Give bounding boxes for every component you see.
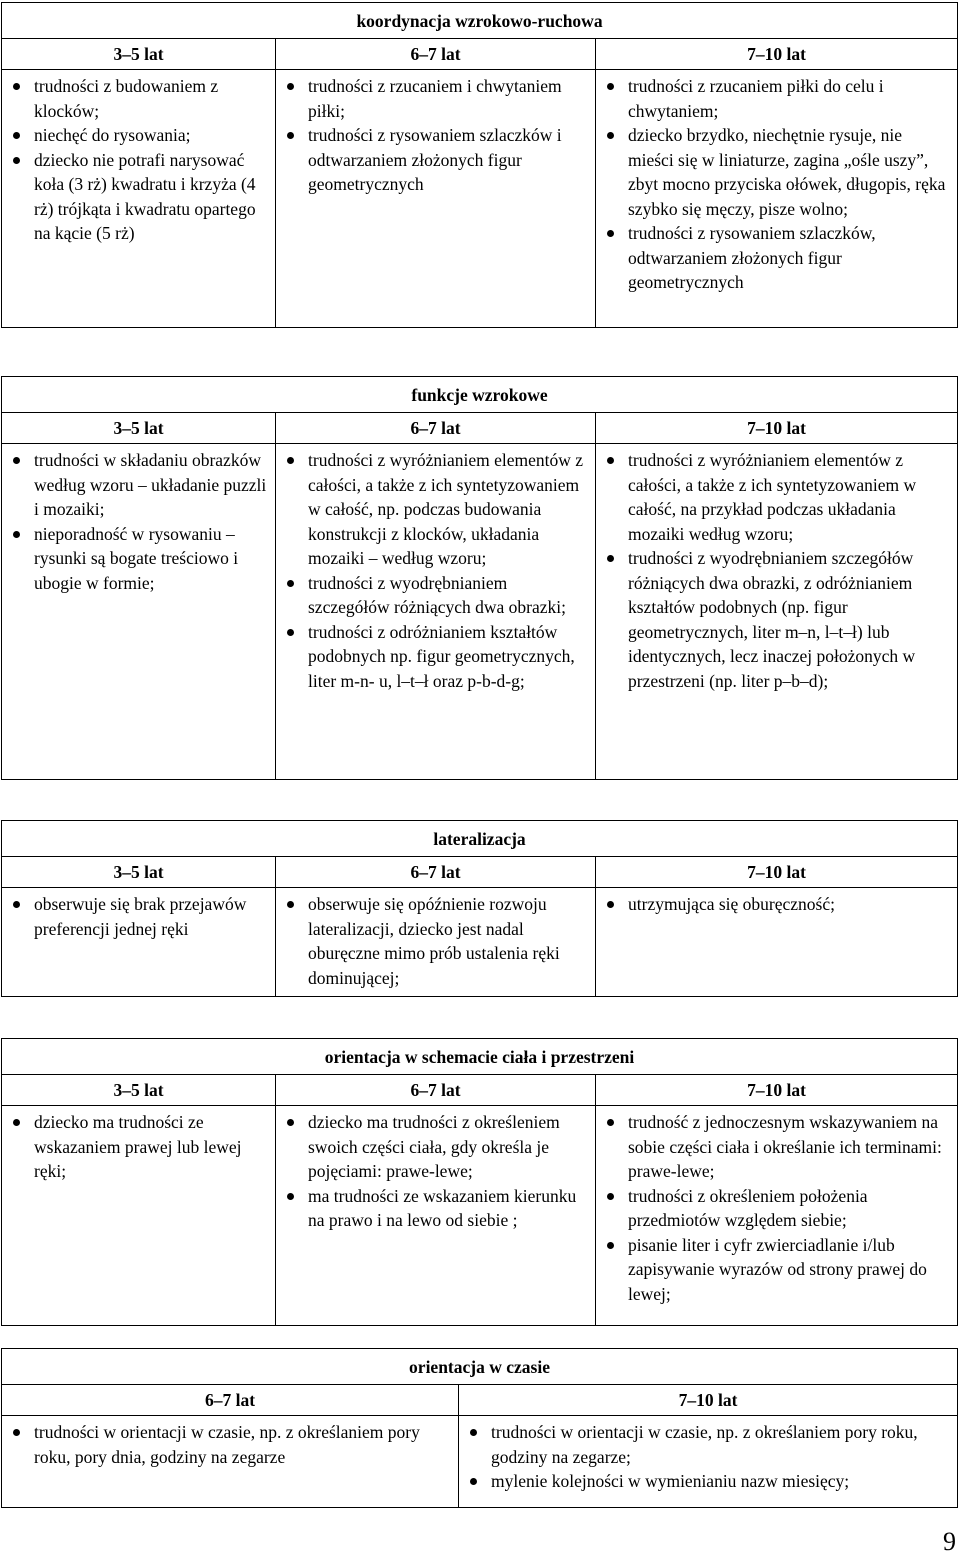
list-item: obserwuje się opóźnienie rozwoju lateralizacji, dziecko jest nadal oburęczne mimo prób ustalenia ręki dominującej; bbox=[280, 892, 589, 990]
age-header: 7–10 lat bbox=[596, 1075, 958, 1106]
list-item: trudności w składaniu obrazków według wzoru – układanie puzzli i mozaiki; bbox=[6, 448, 269, 522]
list-item: dziecko brzydko, niechętnie rysuje, nie mieści się w liniaturze, zagina „ośle uszy”, zbyt mocno przyciska ołówek, długopis, ręka szybko się męczy, pisze wolno; bbox=[600, 123, 951, 221]
age-header: 3–5 lat bbox=[2, 857, 276, 888]
age-column-cell bbox=[2, 1106, 276, 1326]
list-item: trudności w orientacji w czasie, np. z określaniem pory roku, pory dnia, godziny na zegarze bbox=[6, 1420, 452, 1469]
section-title: funkcje wzrokowe bbox=[2, 377, 958, 413]
list-item: obserwuje się brak przejawów preferencji jednej ręki bbox=[6, 892, 269, 941]
list-item: dziecko ma trudności z określeniem swoich części ciała, gdy określa je pojęciami: prawe-lewe; bbox=[280, 1110, 589, 1184]
list-item: nieporadność w rysowaniu – rysunki są bogate treściowo i ubogie w formie; bbox=[6, 522, 269, 596]
list-item: utrzymująca się oburęczność; bbox=[600, 892, 951, 917]
age-header: 6–7 lat bbox=[276, 413, 596, 444]
age-header: 3–5 lat bbox=[2, 1075, 276, 1106]
list-item: trudności z wyodrębnianiem szczegółów różniących dwa obrazki; bbox=[280, 571, 589, 620]
age-header: 3–5 lat bbox=[2, 39, 276, 70]
age-header: 6–7 lat bbox=[276, 1075, 596, 1106]
age-column-cell bbox=[2, 1416, 459, 1508]
age-header: 6–7 lat bbox=[276, 39, 596, 70]
age-header: 7–10 lat bbox=[596, 857, 958, 888]
list-item: dziecko nie potrafi narysować koła (3 rż) kwadratu i krzyża (4 rż) trójkąta i kwadratu opartego na kącie (5 rż) bbox=[6, 148, 269, 246]
list-item: trudności z wyróżnianiem elementów z całości, a także z ich syntetyzowaniem w całość, np. podczas budowania konstrukcji z klocków, układania mozaiki – według wzoru; bbox=[280, 448, 589, 571]
list-item: dziecko ma trudności ze wskazaniem prawej lub lewej ręki; bbox=[6, 1110, 269, 1184]
list-item: pisanie liter i cyfr zwierciadlanie i/lub zapisywanie wyrazów od strony prawej do lewej; bbox=[600, 1233, 951, 1307]
age-header: 6–7 lat bbox=[276, 857, 596, 888]
section-title: orientacja w czasie bbox=[2, 1349, 958, 1385]
list-item: niechęć do rysowania; bbox=[6, 123, 269, 148]
section-title: koordynacja wzrokowo-ruchowa bbox=[2, 3, 958, 39]
age-header: 3–5 lat bbox=[2, 413, 276, 444]
age-column-cell bbox=[596, 1106, 958, 1326]
section-koordynacja bbox=[1, 2, 958, 328]
page-number: 9 bbox=[943, 1527, 956, 1556]
list-item: trudności z odróżnianiem kształtów podobnych np. figur geometrycznych, liter m-n- u, l–t–ł oraz p-b-d-g; bbox=[280, 620, 589, 694]
age-column-cell bbox=[276, 888, 596, 997]
section-lateralizacja bbox=[1, 820, 958, 997]
section-title: orientacja w schemacie ciała i przestrzeni bbox=[2, 1039, 958, 1075]
age-header: 7–10 lat bbox=[596, 413, 958, 444]
age-column-cell bbox=[2, 70, 276, 328]
age-column-cell bbox=[596, 70, 958, 328]
section-funkcje-wzrokowe bbox=[1, 376, 958, 780]
list-item: trudności z określeniem położenia przedmiotów względem siebie; bbox=[600, 1184, 951, 1233]
age-header: 7–10 lat bbox=[596, 39, 958, 70]
age-column-cell bbox=[2, 888, 276, 997]
list-item: ma trudności ze wskazaniem kierunku na prawo i na lewo od siebie ; bbox=[280, 1184, 589, 1233]
list-item: trudności z wyróżnianiem elementów z całości, a także z ich syntetyzowaniem w całość, na przykład podczas układania mozaiki według wzoru; bbox=[600, 448, 951, 546]
age-column-cell bbox=[459, 1416, 958, 1508]
list-item: trudności z wyodrębnianiem szczegółów różniących dwa obrazki, z odróżnianiem kształtów podobnych (np. figur geometrycznych, liter m–n, l–t–ł) lub identycznych, lecz inaczej położonych w przestrzeni (np. liter p–b–d); bbox=[600, 546, 951, 693]
age-column-cell bbox=[276, 1106, 596, 1326]
section-orientacja-schemat bbox=[1, 1038, 958, 1326]
section-title: lateralizacja bbox=[2, 821, 958, 857]
list-item: trudności z rzucaniem piłki do celu i chwytaniem; bbox=[600, 74, 951, 123]
age-header: 7–10 lat bbox=[459, 1385, 958, 1416]
list-item: trudności z rysowaniem szlaczków, odtwarzaniem złożonych figur geometrycznych bbox=[600, 221, 951, 295]
list-item: trudność z jednoczesnym wskazywaniem na sobie części ciała i określanie ich terminami: prawe-lewe; bbox=[600, 1110, 951, 1184]
age-column-cell bbox=[596, 444, 958, 780]
age-column-cell bbox=[276, 70, 596, 328]
age-header: 6–7 lat bbox=[2, 1385, 459, 1416]
section-orientacja-czas bbox=[1, 1348, 958, 1508]
age-column-cell bbox=[596, 888, 958, 997]
age-column-cell bbox=[276, 444, 596, 780]
age-column-cell bbox=[2, 444, 276, 780]
list-item: mylenie kolejności w wymienianiu nazw miesięcy; bbox=[463, 1469, 951, 1494]
list-item: trudności w orientacji w czasie, np. z określaniem pory roku, godziny na zegarze; bbox=[463, 1420, 951, 1469]
list-item: trudności z budowaniem z klocków; bbox=[6, 74, 269, 123]
list-item: trudności z rzucaniem i chwytaniem piłki; bbox=[280, 74, 589, 123]
list-item: trudności z rysowaniem szlaczków i odtwarzaniem złożonych figur geometrycznych bbox=[280, 123, 589, 197]
